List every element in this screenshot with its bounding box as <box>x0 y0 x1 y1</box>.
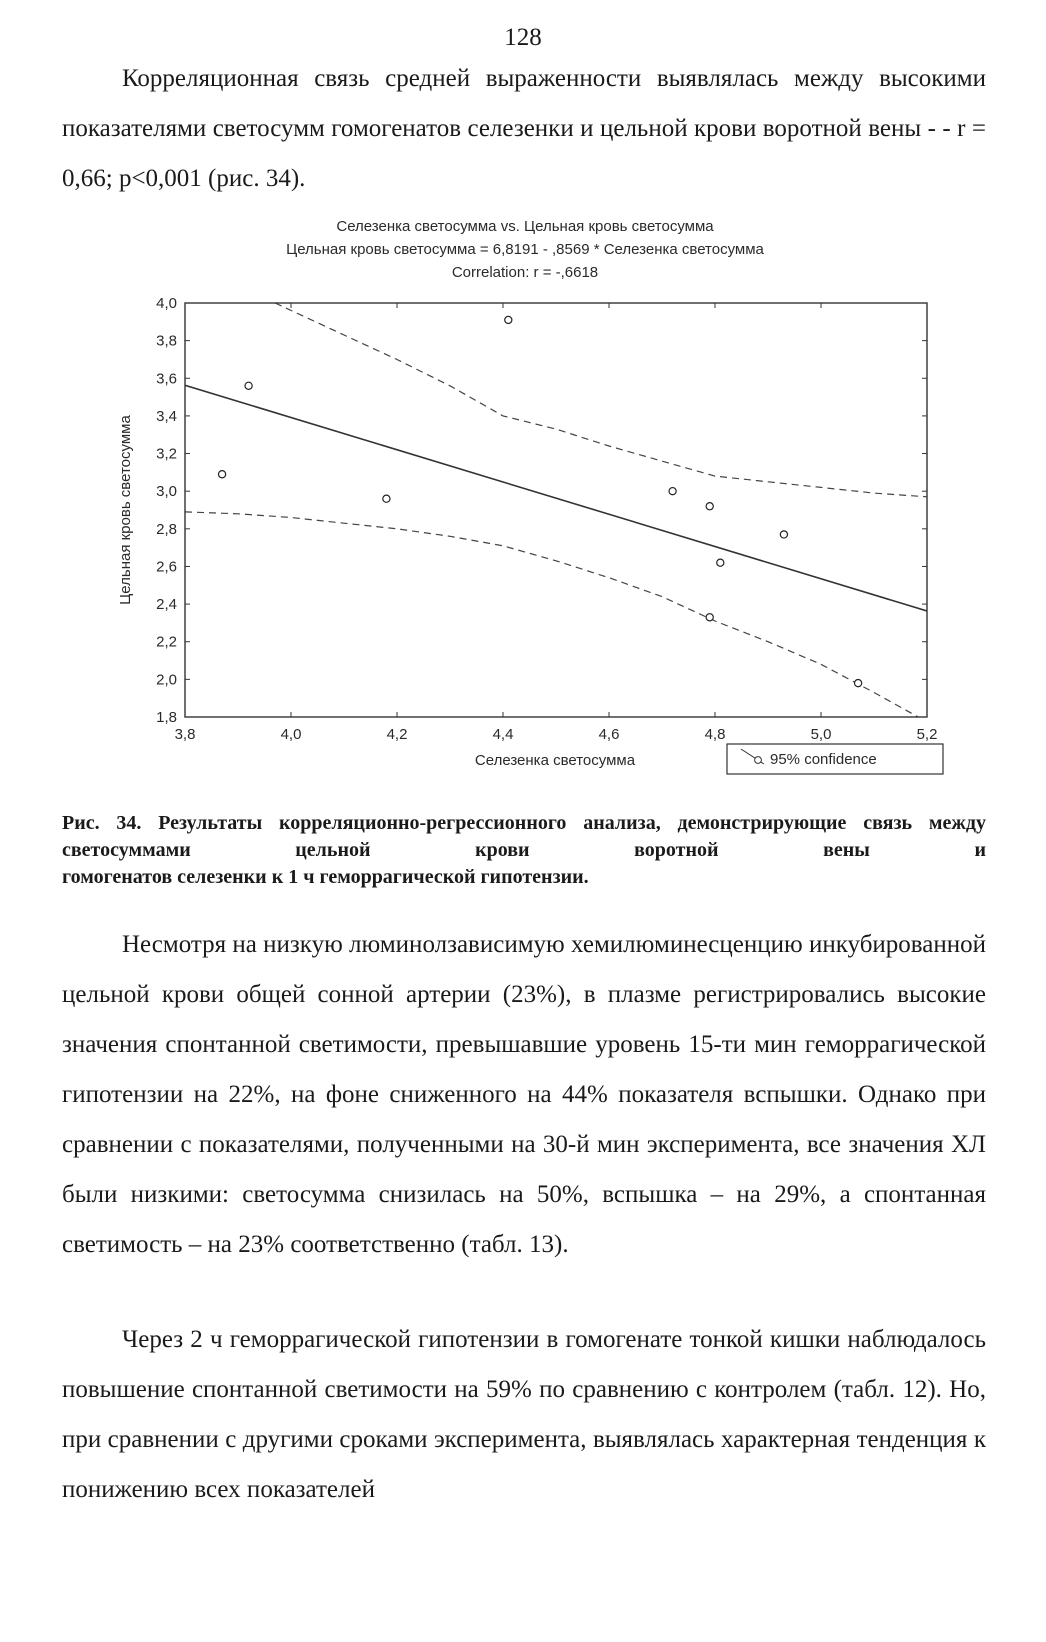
plot-frame <box>185 303 927 717</box>
figure-caption <box>62 810 986 891</box>
data-point <box>505 316 512 323</box>
chart-legend <box>727 744 943 774</box>
paragraph-intestine <box>62 1315 986 1515</box>
y-axis-label: Цельная кровь светосумма <box>117 415 134 605</box>
x-axis-label: Селезенка светосумма <box>474 752 636 769</box>
chart-title: Селезенка светосумма vs. Цельная кровь светосумма <box>336 218 714 235</box>
y-tick-label: 2,4 <box>156 596 177 614</box>
paragraph-text: Через 2 ч геморрагической гипотензии в гомогенате тонкой кишки наблюдалось повышение спонтанной светимости на 59% по сравнению с контролем (табл. 12). Но, при сравнении с другими сроками эксперимента, выявлялась характерная тенденция к понижению всех показателей <box>62 1326 986 1503</box>
paragraph-plasma <box>62 920 986 1270</box>
x-tick-label: 3,8 <box>174 726 196 743</box>
y-tick-label: 3,4 <box>156 407 177 425</box>
data-point <box>855 680 862 687</box>
confidence-band-upper <box>275 303 927 497</box>
x-tick-label: 4,0 <box>280 726 302 743</box>
chart-correlation: Correlation: r = -,6618 <box>451 264 599 281</box>
figure-34-chart <box>0 212 1046 787</box>
paragraph-text: Корреляционная связь средней выраженности выявлялась между высокими показателями светосумм гомогенатов селезенки и цельной крови воротной вены - - r = 0,66; p<0,001 (рис. 34). <box>62 65 986 192</box>
x-tick-label: 4,6 <box>598 726 620 743</box>
y-tick-label: 3,6 <box>156 370 177 388</box>
paragraph-text: Несмотря на низкую люминолзависимую хемилюминесценцию инкубированной цельной крови общей сонной артерии (23%), в плазме регистрировались высокие значения спонтанной светимости, превышавшие уровень 15-ти мин геморрагической гипотензии на 22%, на фоне сниженного на 44% показателя вспышки. Однако при сравнении с показателями, полученными на 30-й мин эксперимента, все значения ХЛ были низкими: светосумма снизилась на 50%, вспышка – на 29%, а спонтанная светимость – на 23% соответственно (табл. 13). <box>62 931 986 1258</box>
y-tick-label: 4,0 <box>156 295 177 312</box>
data-point <box>219 471 226 478</box>
data-point <box>780 531 787 538</box>
x-tick-label: 5,2 <box>916 726 938 743</box>
y-tick-label: 2,0 <box>156 671 177 689</box>
caption-line-2: демонстрирующие связь между светосуммами цельной крови воротной вены и <box>62 812 987 861</box>
regression-line <box>185 385 927 611</box>
data-point <box>706 614 713 621</box>
data-point <box>706 503 713 510</box>
data-point <box>245 382 252 389</box>
y-tick-label: 2,2 <box>156 633 177 651</box>
chart-regression-equation: Цельная кровь светосумма = 6,8191 - ,8569 * Селезенка светосумма <box>286 241 764 258</box>
y-tick-label: 2,8 <box>156 520 177 538</box>
caption-line-3: гомогенатов селезенки к 1 ч геморрагической гипотензии. <box>62 866 589 888</box>
data-point <box>669 488 676 495</box>
x-tick-label: 4,4 <box>492 726 514 743</box>
y-tick-label: 3,2 <box>156 445 177 463</box>
data-point <box>717 559 724 566</box>
y-tick-label: 3,0 <box>156 483 177 501</box>
y-tick-label: 3,8 <box>156 332 177 350</box>
caption-line-1: Рис. 34. Результаты корреляционно-регрессионного анализа, <box>62 812 661 834</box>
y-tick-label: 1,8 <box>156 709 177 726</box>
legend-label: 95% confidence <box>770 751 877 768</box>
legend-marker-icon <box>755 757 762 764</box>
scatter-plot <box>0 212 1046 787</box>
y-tick-label: 2,6 <box>156 558 177 576</box>
data-point <box>383 495 390 502</box>
page-number: 128 <box>504 24 542 51</box>
x-tick-label: 4,2 <box>386 726 408 743</box>
confidence-band-lower <box>185 512 922 719</box>
x-tick-label: 4,8 <box>704 726 726 743</box>
paragraph-correlation <box>62 54 986 204</box>
x-tick-label: 5,0 <box>810 726 832 743</box>
